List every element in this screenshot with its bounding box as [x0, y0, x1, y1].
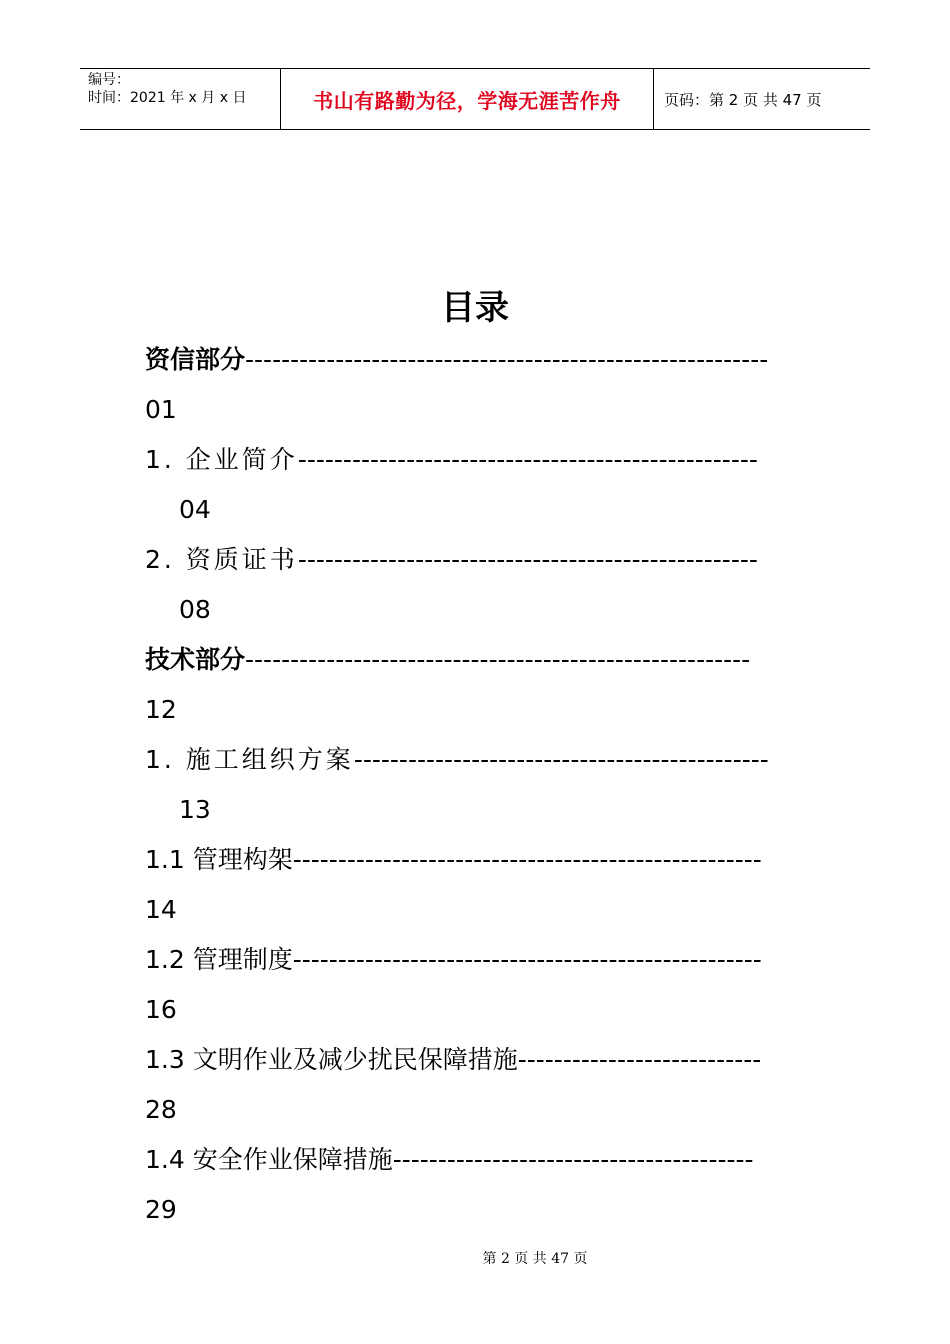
toc-leader: ---------------------------------------------------------- — [245, 345, 769, 374]
toc-entry-line[interactable] — [145, 935, 810, 985]
toc-entry-label: 1.3 文明作业及减少扰民保障措施 — [145, 1045, 518, 1074]
header-page-info: 页码：第 2 页 共 47 页 — [664, 90, 822, 109]
toc-leader: ---------------------------------------------------- — [292, 945, 762, 974]
toc-entry-line[interactable] — [145, 635, 810, 685]
toc-leader: --------------------------------------------------- — [297, 445, 758, 474]
toc-entry-label: 1. 企业简介 — [145, 445, 298, 474]
toc-entry-line[interactable] — [145, 335, 810, 385]
page-header — [80, 68, 870, 130]
toc-entry-label: 资信部分 — [145, 345, 246, 374]
toc-entry-page: 28 — [145, 1095, 177, 1124]
header-motto-cell — [281, 69, 654, 129]
toc-leader: ---------------------------------------------------- — [292, 845, 762, 874]
header-motto: 书山有路勤为径，学海无涯苦作舟 — [313, 88, 621, 113]
toc-entry-page: 01 — [145, 395, 177, 424]
toc-entry-page: 08 — [179, 595, 211, 624]
toc-leader: --------------------------- — [517, 1045, 762, 1074]
toc-entry-line[interactable] — [145, 735, 810, 785]
toc-entry-label: 2. 资质证书 — [145, 545, 298, 574]
toc-entry-label: 1.1 管理构架 — [145, 845, 293, 874]
toc-entry-line[interactable] — [145, 435, 810, 485]
toc-leader: ---------------------------------------- — [392, 1145, 754, 1174]
toc-entry-label: 技术部分 — [145, 645, 246, 674]
toc-entry-page: 13 — [179, 795, 211, 824]
toc-leader: -------------------------------------------------------- — [245, 645, 751, 674]
page-footer: 第 2 页 共 47 页 — [482, 1251, 588, 1267]
toc-entry-page: 29 — [145, 1195, 177, 1224]
header-page-info-cell — [654, 69, 870, 129]
toc-leader: ---------------------------------------------- — [353, 745, 769, 774]
toc-entry-line[interactable] — [145, 1035, 810, 1085]
toc-entry-label: 1. 施工组织方案 — [145, 745, 354, 774]
toc-entry-line[interactable] — [145, 1135, 810, 1185]
header-meta — [80, 69, 281, 129]
table-of-contents — [145, 335, 810, 1235]
toc-entry-label: 1.2 管理制度 — [145, 945, 293, 974]
toc-entry-page: 16 — [145, 995, 177, 1024]
header-number-label: 编号： — [88, 72, 130, 88]
toc-leader: --------------------------------------------------- — [297, 545, 758, 574]
toc-entry-page: 12 — [145, 695, 177, 724]
header-time-label: 时间：2021 年 x 月 x 日 — [88, 90, 247, 106]
toc-entry-line[interactable] — [145, 535, 810, 585]
toc-entry-page: 14 — [145, 895, 177, 924]
toc-entry-page: 04 — [179, 495, 211, 524]
document-title: 目录 — [441, 288, 509, 328]
toc-entry-line[interactable] — [145, 835, 810, 885]
toc-entry-label: 1.4 安全作业保障措施 — [145, 1145, 393, 1174]
